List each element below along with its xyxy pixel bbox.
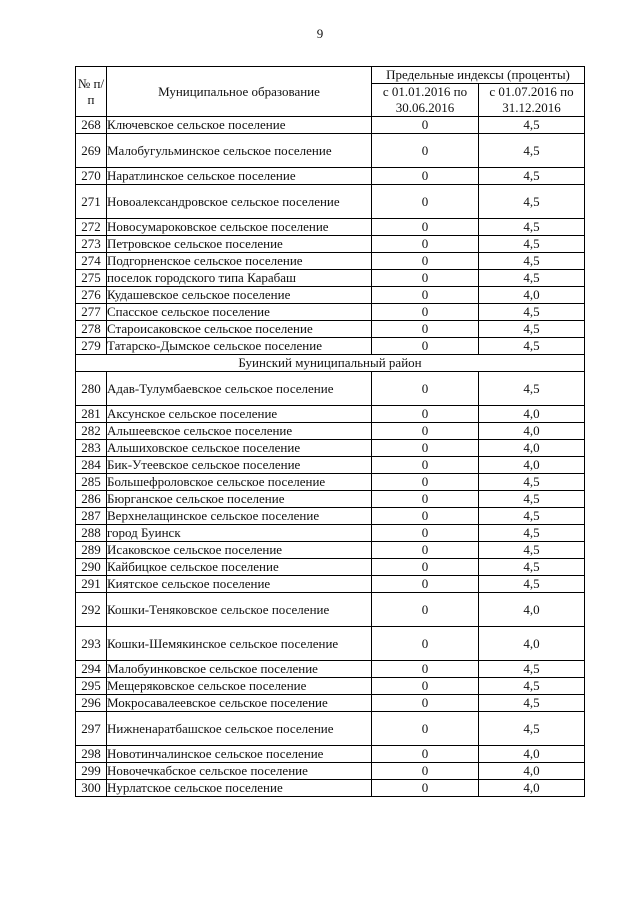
row-index-second-half: 4,5 — [479, 542, 585, 559]
row-number: 270 — [76, 168, 107, 185]
row-index-second-half: 4,5 — [479, 695, 585, 712]
table-row — [76, 491, 585, 508]
row-number: 275 — [76, 270, 107, 287]
row-index-second-half: 4,0 — [479, 423, 585, 440]
indices-table — [75, 66, 585, 797]
row-index-second-half: 4,5 — [479, 321, 585, 338]
row-number: 282 — [76, 423, 107, 440]
row-number: 286 — [76, 491, 107, 508]
header-period-a: с 01.01.2016 по 30.06.2016 — [372, 84, 479, 117]
row-index-first-half: 0 — [372, 287, 479, 304]
row-index-first-half: 0 — [372, 508, 479, 525]
row-municipality: Аксунское сельское поселение — [107, 406, 372, 423]
table-row — [76, 746, 585, 763]
table-row — [76, 695, 585, 712]
row-index-second-half: 4,0 — [479, 406, 585, 423]
row-municipality: Альшиховское сельское поселение — [107, 440, 372, 457]
row-municipality: Подгорненское сельское поселение — [107, 253, 372, 270]
row-index-first-half: 0 — [372, 593, 479, 627]
row-index-second-half: 4,5 — [479, 678, 585, 695]
table-row — [76, 270, 585, 287]
table-row — [76, 423, 585, 440]
row-index-second-half: 4,0 — [479, 287, 585, 304]
row-index-first-half: 0 — [372, 406, 479, 423]
row-number: 268 — [76, 117, 107, 134]
row-number: 271 — [76, 185, 107, 219]
table-row — [76, 763, 585, 780]
row-index-first-half: 0 — [372, 321, 479, 338]
row-index-second-half: 4,5 — [479, 270, 585, 287]
row-number: 294 — [76, 661, 107, 678]
row-municipality: Новочечкабское сельское поселение — [107, 763, 372, 780]
row-municipality: Бик-Утеевское сельское поселение — [107, 457, 372, 474]
table-row — [76, 117, 585, 134]
row-municipality: Малобугульминское сельское поселение — [107, 134, 372, 168]
row-index-second-half: 4,0 — [479, 440, 585, 457]
district-heading: Буинский муниципальный район — [76, 355, 585, 372]
row-index-second-half: 4,5 — [479, 117, 585, 134]
table-row — [76, 338, 585, 355]
row-number: 292 — [76, 593, 107, 627]
table-row — [76, 185, 585, 219]
row-index-first-half: 0 — [372, 695, 479, 712]
row-municipality: Мокросавалеевское сельское поселение — [107, 695, 372, 712]
row-index-first-half: 0 — [372, 440, 479, 457]
row-municipality: Кудашевское сельское поселение — [107, 287, 372, 304]
table-row — [76, 780, 585, 797]
row-index-first-half: 0 — [372, 542, 479, 559]
row-municipality: Староисаковское сельское поселение — [107, 321, 372, 338]
row-number: 295 — [76, 678, 107, 695]
row-index-second-half: 4,5 — [479, 304, 585, 321]
row-number: 287 — [76, 508, 107, 525]
row-number: 300 — [76, 780, 107, 797]
row-index-second-half: 4,0 — [479, 457, 585, 474]
row-index-first-half: 0 — [372, 236, 479, 253]
row-index-first-half: 0 — [372, 780, 479, 797]
row-municipality: Большефроловское сельское поселение — [107, 474, 372, 491]
row-number: 299 — [76, 763, 107, 780]
row-index-first-half: 0 — [372, 168, 479, 185]
row-index-second-half: 4,5 — [479, 185, 585, 219]
table-row — [76, 134, 585, 168]
row-index-first-half: 0 — [372, 661, 479, 678]
row-index-second-half: 4,5 — [479, 372, 585, 406]
table-row — [76, 593, 585, 627]
row-index-first-half: 0 — [372, 712, 479, 746]
table-row — [76, 321, 585, 338]
row-number: 281 — [76, 406, 107, 423]
row-number: 297 — [76, 712, 107, 746]
table-row — [76, 304, 585, 321]
row-index-first-half: 0 — [372, 474, 479, 491]
row-number: 289 — [76, 542, 107, 559]
table-row — [76, 712, 585, 746]
row-municipality: Петровское сельское поселение — [107, 236, 372, 253]
row-index-second-half: 4,5 — [479, 508, 585, 525]
row-index-second-half: 4,5 — [479, 661, 585, 678]
table-row — [76, 287, 585, 304]
page-number: 9 — [316, 26, 324, 41]
table-row — [76, 219, 585, 236]
row-municipality: Татарско-Дымское сельское поселение — [107, 338, 372, 355]
row-index-second-half: 4,0 — [479, 593, 585, 627]
table-row — [76, 525, 585, 542]
row-municipality: Ключевское сельское поселение — [107, 117, 372, 134]
row-index-first-half: 0 — [372, 627, 479, 661]
row-index-first-half: 0 — [372, 270, 479, 287]
table-row — [76, 253, 585, 270]
row-index-first-half: 0 — [372, 185, 479, 219]
row-municipality: Исаковское сельское поселение — [107, 542, 372, 559]
row-index-second-half: 4,5 — [479, 134, 585, 168]
row-number: 279 — [76, 338, 107, 355]
table-row — [76, 559, 585, 576]
row-index-first-half: 0 — [372, 338, 479, 355]
table-row — [76, 236, 585, 253]
table-row — [76, 474, 585, 491]
table-row — [76, 457, 585, 474]
header-num: № п/п — [76, 67, 107, 117]
row-index-first-half: 0 — [372, 304, 479, 321]
row-index-first-half: 0 — [372, 253, 479, 270]
row-municipality: поселок городского типа Карабаш — [107, 270, 372, 287]
row-index-first-half: 0 — [372, 559, 479, 576]
row-municipality: Альшеевское сельское поселение — [107, 423, 372, 440]
row-municipality: Кошки-Шемякинское сельское поселение — [107, 627, 372, 661]
row-index-second-half: 4,5 — [479, 559, 585, 576]
table-row — [76, 406, 585, 423]
row-index-first-half: 0 — [372, 746, 479, 763]
table-row — [76, 168, 585, 185]
row-municipality: Бюрганское сельское поселение — [107, 491, 372, 508]
row-index-first-half: 0 — [372, 576, 479, 593]
row-municipality: Спасское сельское поселение — [107, 304, 372, 321]
row-municipality: Новоалександровское сельское поселение — [107, 185, 372, 219]
row-index-first-half: 0 — [372, 678, 479, 695]
row-index-first-half: 0 — [372, 134, 479, 168]
row-index-first-half: 0 — [372, 423, 479, 440]
table-row — [76, 508, 585, 525]
row-index-second-half: 4,0 — [479, 763, 585, 780]
row-municipality: Наратлинское сельское поселение — [107, 168, 372, 185]
row-index-second-half: 4,0 — [479, 746, 585, 763]
row-index-second-half: 4,5 — [479, 525, 585, 542]
row-index-second-half: 4,0 — [479, 780, 585, 797]
row-number: 296 — [76, 695, 107, 712]
row-municipality: Кошки-Теняковское сельское поселение — [107, 593, 372, 627]
row-number: 272 — [76, 219, 107, 236]
table-row — [76, 627, 585, 661]
row-index-second-half: 4,5 — [479, 338, 585, 355]
row-number: 278 — [76, 321, 107, 338]
row-index-second-half: 4,5 — [479, 712, 585, 746]
row-municipality: город Буинск — [107, 525, 372, 542]
row-municipality: Адав-Тулумбаевское сельское поселение — [107, 372, 372, 406]
row-number: 277 — [76, 304, 107, 321]
row-number: 293 — [76, 627, 107, 661]
row-number: 291 — [76, 576, 107, 593]
row-index-first-half: 0 — [372, 491, 479, 508]
row-number: 283 — [76, 440, 107, 457]
row-index-second-half: 4,0 — [479, 627, 585, 661]
row-municipality: Нижненаратбашское сельское поселение — [107, 712, 372, 746]
table-row — [76, 661, 585, 678]
row-index-first-half: 0 — [372, 372, 479, 406]
row-number: 284 — [76, 457, 107, 474]
row-number: 280 — [76, 372, 107, 406]
row-municipality: Новосумароковское сельское поселение — [107, 219, 372, 236]
table-row — [76, 372, 585, 406]
table-row — [76, 542, 585, 559]
row-number: 269 — [76, 134, 107, 168]
row-number: 285 — [76, 474, 107, 491]
row-index-first-half: 0 — [372, 525, 479, 542]
row-number: 274 — [76, 253, 107, 270]
row-number: 288 — [76, 525, 107, 542]
row-index-first-half: 0 — [372, 457, 479, 474]
row-index-first-half: 0 — [372, 117, 479, 134]
header-period-b: с 01.07.2016 по 31.12.2016 — [479, 84, 585, 117]
row-municipality: Верхнелащинское сельское поселение — [107, 508, 372, 525]
row-index-second-half: 4,5 — [479, 168, 585, 185]
row-municipality: Нурлатское сельское поселение — [107, 780, 372, 797]
row-number: 290 — [76, 559, 107, 576]
row-index-second-half: 4,5 — [479, 253, 585, 270]
row-index-second-half: 4,5 — [479, 576, 585, 593]
row-index-second-half: 4,5 — [479, 491, 585, 508]
row-municipality: Киятское сельское поселение — [107, 576, 372, 593]
table-row — [76, 440, 585, 457]
row-index-second-half: 4,5 — [479, 236, 585, 253]
header-name: Муниципальное образование — [107, 67, 372, 117]
table-row — [76, 576, 585, 593]
row-number: 298 — [76, 746, 107, 763]
row-municipality: Новотинчалинское сельское поселение — [107, 746, 372, 763]
row-municipality: Мещеряковское сельское поселение — [107, 678, 372, 695]
row-number: 273 — [76, 236, 107, 253]
row-index-second-half: 4,5 — [479, 474, 585, 491]
row-number: 276 — [76, 287, 107, 304]
header-group: Предельные индексы (проценты) — [372, 67, 585, 84]
row-index-first-half: 0 — [372, 219, 479, 236]
row-index-first-half: 0 — [372, 763, 479, 780]
row-municipality: Кайбицкое сельское поселение — [107, 559, 372, 576]
table-row — [76, 678, 585, 695]
row-municipality: Малобуинковское сельское поселение — [107, 661, 372, 678]
row-index-second-half: 4,5 — [479, 219, 585, 236]
